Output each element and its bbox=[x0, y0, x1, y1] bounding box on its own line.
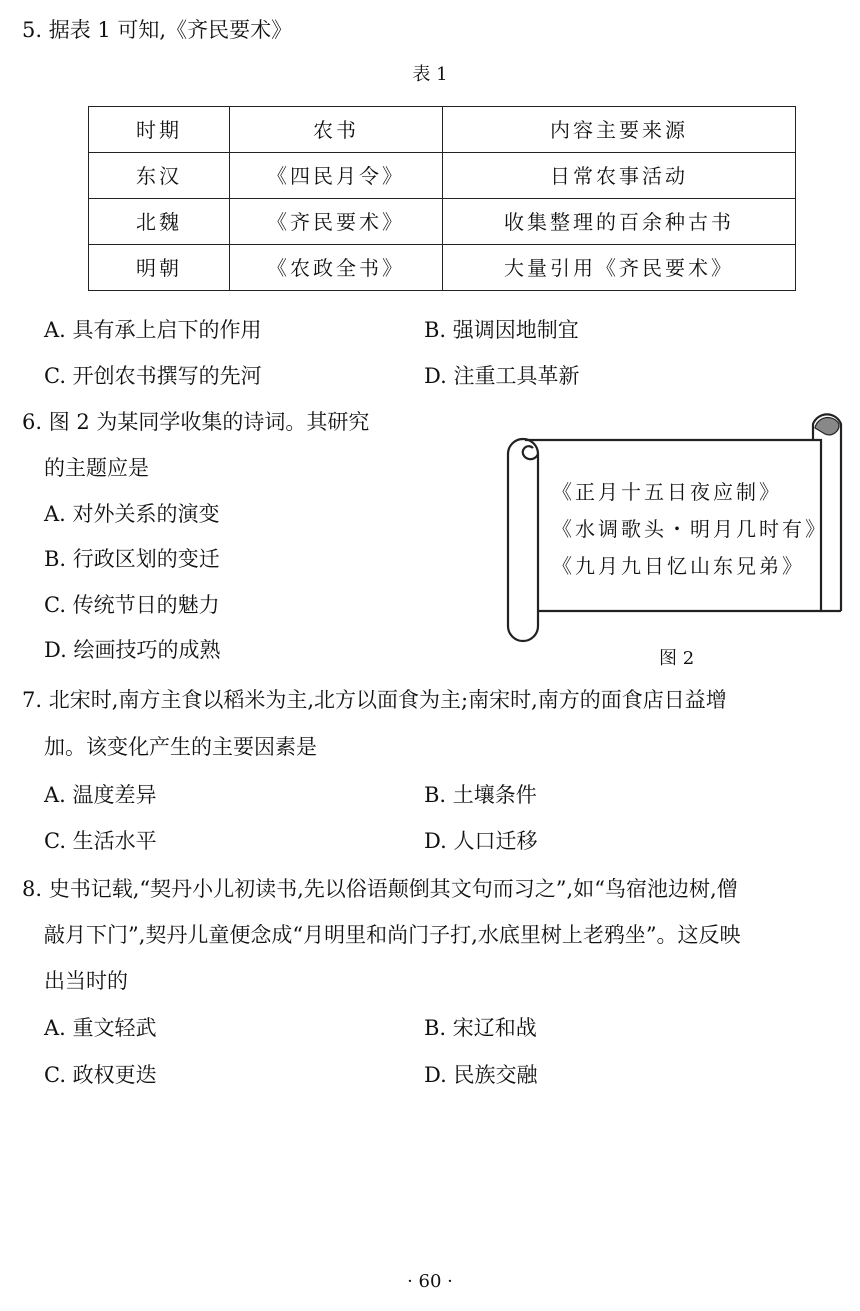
table-cell: 《齐民要术》 bbox=[230, 199, 443, 245]
question-5-stem: 5. 据表 1 可知,《齐民要术》 bbox=[22, 18, 293, 42]
table-cell: 《四民月令》 bbox=[230, 153, 443, 199]
q5-option-a[interactable]: A. 具有承上启下的作用 bbox=[44, 318, 262, 342]
table-header-cell: 时期 bbox=[89, 107, 230, 153]
table-header-cell: 内容主要来源 bbox=[443, 107, 796, 153]
poem-title-3: 《九月九日忆山东兄弟》 bbox=[552, 554, 805, 578]
table-cell: 明朝 bbox=[89, 245, 230, 291]
page-number: · 60 · bbox=[407, 1271, 453, 1292]
table-cell: 东汉 bbox=[89, 153, 230, 199]
figure-caption: 图 2 bbox=[659, 648, 695, 669]
q8-option-a[interactable]: A. 重文轻武 bbox=[44, 1016, 157, 1040]
table-row bbox=[89, 199, 796, 245]
q6-option-d[interactable]: D. 绘画技巧的成熟 bbox=[44, 638, 221, 662]
q6-option-b[interactable]: B. 行政区划的变迁 bbox=[44, 547, 220, 571]
q5-option-b[interactable]: B. 强调因地制宜 bbox=[424, 318, 579, 342]
table-cell: 《农政全书》 bbox=[230, 245, 443, 291]
q6-option-c[interactable]: C. 传统节日的魅力 bbox=[44, 593, 220, 617]
question-7-stem-line2: 加。该变化产生的主要因素是 bbox=[44, 735, 317, 759]
table-row bbox=[89, 245, 796, 291]
question-6-stem-line2: 的主题应是 bbox=[44, 456, 149, 480]
question-8-stem-line3: 出当时的 bbox=[44, 969, 128, 993]
table-header-cell: 农书 bbox=[230, 107, 443, 153]
question-7-stem-line1: 7. 北宋时,南方主食以稻米为主,北方以面食为主;南宋时,南方的面食店日益增 bbox=[22, 688, 727, 712]
table-cell: 日常农事活动 bbox=[443, 153, 796, 199]
q8-option-c[interactable]: C. 政权更迭 bbox=[44, 1063, 157, 1087]
question-8-stem-line2: 敲月下门”,契丹儿童便念成“月明里和尚门子打,水底里树上老鸦坐”。这反映 bbox=[44, 923, 741, 947]
q7-option-c[interactable]: C. 生活水平 bbox=[44, 829, 157, 853]
q8-option-b[interactable]: B. 宋辽和战 bbox=[424, 1016, 537, 1040]
q5-option-c[interactable]: C. 开创农书撰写的先河 bbox=[44, 364, 262, 388]
poem-title-2: 《水调歌头・明月几时有》 bbox=[552, 517, 828, 541]
table-cell: 收集整理的百余种古书 bbox=[443, 199, 796, 245]
question-6-stem-line1: 6. 图 2 为某同学收集的诗词。其研究 bbox=[22, 410, 370, 434]
agriculture-books-table bbox=[88, 106, 796, 291]
q7-option-a[interactable]: A. 温度差异 bbox=[44, 783, 157, 807]
poem-title-1: 《正月十五日夜应制》 bbox=[552, 480, 782, 504]
q8-option-d[interactable]: D. 民族交融 bbox=[424, 1063, 538, 1087]
q7-option-d[interactable]: D. 人口迁移 bbox=[424, 829, 538, 853]
table-caption: 表 1 bbox=[412, 64, 448, 85]
table-header-row bbox=[89, 107, 796, 153]
q6-option-a[interactable]: A. 对外关系的演变 bbox=[44, 502, 220, 526]
table-row bbox=[89, 153, 796, 199]
q7-option-b[interactable]: B. 土壤条件 bbox=[424, 783, 537, 807]
table-cell: 大量引用《齐民要术》 bbox=[443, 245, 796, 291]
q5-option-d[interactable]: D. 注重工具革新 bbox=[424, 364, 580, 388]
question-8-stem-line1: 8. 史书记载,“契丹小儿初读书,先以俗语颠倒其文句而习之”,如“鸟宿池边树,僧 bbox=[22, 877, 738, 901]
table-cell: 北魏 bbox=[89, 199, 230, 245]
